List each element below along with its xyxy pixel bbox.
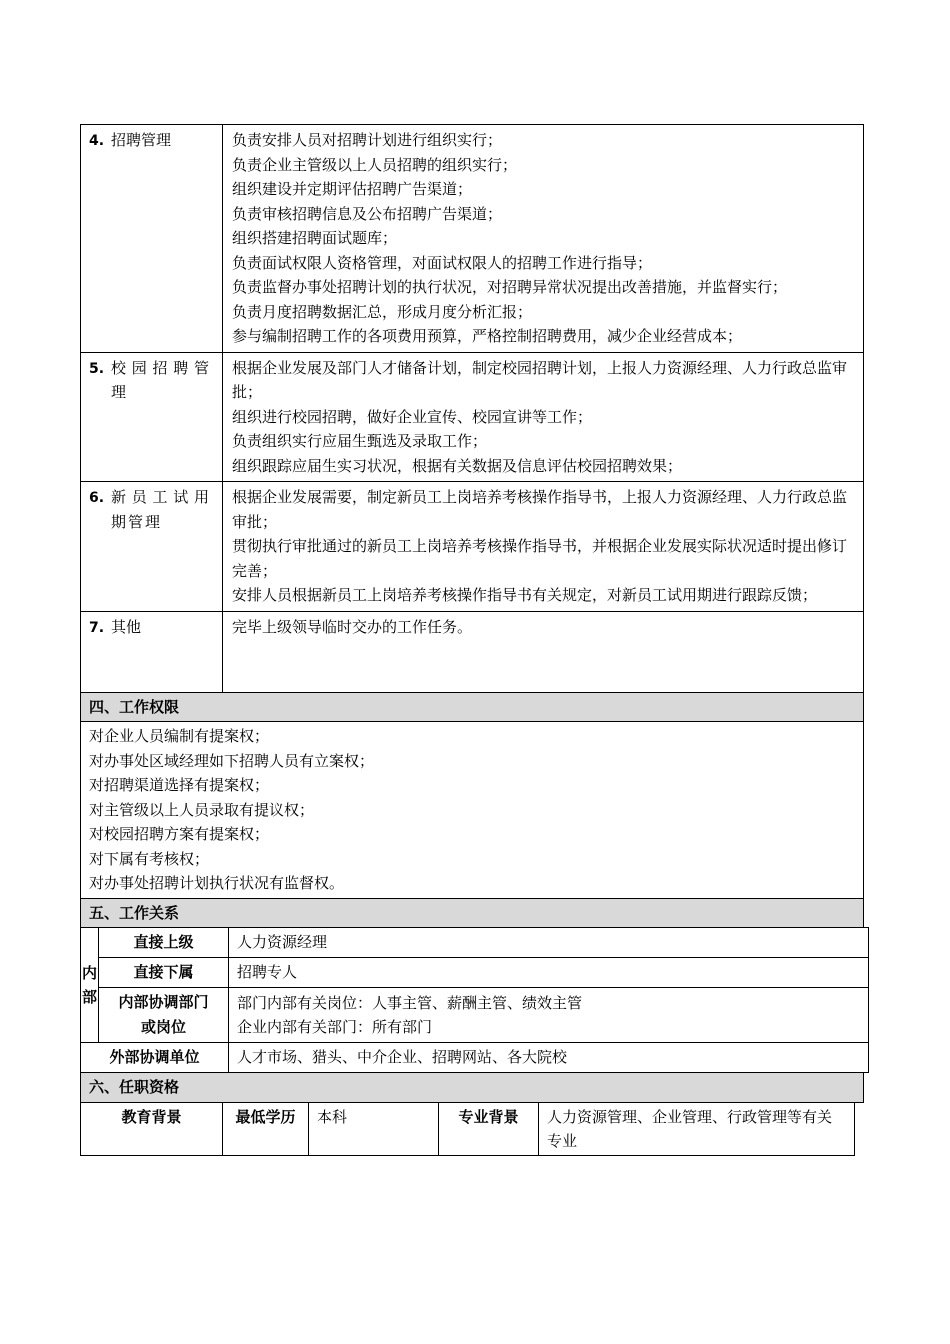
duty-number: 5. [89,360,105,377]
duty-line: 根据企业发展需要，制定新员工上岗培养考核操作指导书，上报人力资源经理、人力行政总监审批； [232,488,848,531]
duties-table [80,124,864,693]
duty-name: 招聘管理 [111,131,172,149]
job-description-document [80,124,864,1156]
education-label: 教育背景 [81,1102,223,1155]
education-table [80,1102,855,1156]
relation-row-external [81,1043,869,1073]
authority-line: 对招聘渠道选择有提案权； [89,776,270,794]
min-education-value: 本科 [309,1102,439,1155]
duty-line: 负责月度招聘数据汇总，形成月度分析汇报； [232,302,533,321]
duty-line: 安排人员根据新员工上岗培养考核操作指导书有关规定，对新员工试用期进行跟踪反馈； [232,586,818,604]
coordination-label-line: 内部协调部门 [118,993,209,1011]
duty-name-cell [81,125,223,353]
section-header [81,898,864,928]
section-title: 五、工作关系 [81,898,864,928]
min-education-label: 最低学历 [223,1102,309,1155]
duty-line: 负责审核招聘信息及公布招聘广告渠道； [232,204,503,223]
coordination-label-line: 或岗位 [140,1018,186,1036]
authority-line: 对主管级以上人员录取有提议权； [89,800,315,819]
external-label: 外部协调单位 [81,1043,229,1073]
external-value: 人才市场、猎头、中介企业、招聘网站、各大院校 [229,1043,869,1073]
authority-content [81,722,864,899]
authority-line: 对企业人员编制有提案权； [89,727,270,745]
duty-row-6 [81,482,864,612]
section-header [81,1073,864,1103]
duty-row-4 [81,125,864,353]
duty-line: 组织建设并定期评估招聘广告渠道； [232,180,473,198]
duty-line: 负责监督办事处招聘计划的执行状况，对招聘异常状况提出改善措施，并监督实行； [232,278,788,296]
superior-value: 人力资源经理 [229,928,869,958]
duty-line: 组织进行校园招聘，做好企业宣传、校园宣讲等工作； [232,407,593,426]
major-label: 专业背景 [439,1102,539,1155]
authority-line: 对校园招聘方案有提案权； [89,825,270,843]
duty-line: 负责企业主管级以上人员招聘的组织实行； [232,155,518,174]
section-title: 六、任职资格 [81,1073,864,1103]
section-header [81,692,864,722]
qualification-table [80,1072,864,1103]
subordinate-value: 招聘专人 [229,958,869,988]
duty-number: 4. [89,133,105,149]
relation-row-superior [81,928,869,958]
duty-name: 新员工试用期管理 [111,488,211,531]
duty-name: 其他 [111,617,142,636]
duty-line: 组织搭建招聘面试题库； [232,229,398,247]
authority-table [80,692,864,929]
authority-line: 对下属有考核权； [89,849,210,868]
duty-line: 贯彻执行审批通过的新员工上岗培养考核操作指导书，并根据企业发展实际状况适时提出修订完善； [232,537,848,580]
duty-line: 组织跟踪应届生实习状况，根据有关数据及信息评估校园招聘效果； [232,456,683,475]
duty-line: 负责组织实行应届生甄选及录取工作； [232,432,488,450]
duty-line: 根据企业发展及部门人才储备计划，制定校园招聘计划，上报人力资源经理、人力行政总监审批； [232,358,848,401]
section-title: 四、工作权限 [81,692,864,722]
coordination-line: 企业内部有关部门：所有部门 [237,1018,433,1036]
duty-name-cell [81,352,223,482]
superior-label: 直接上级 [99,928,229,958]
internal-label [81,928,99,1043]
duty-content [223,352,864,482]
internal-label-char: 内 [81,964,97,982]
authority-line: 对办事处区域经理如下招聘人员有立案权； [89,751,375,770]
relations-table [80,927,869,1073]
duty-row-7 [81,611,864,692]
authority-content-row [81,722,864,899]
duty-name-cell [81,611,223,692]
coordination-label [99,988,229,1043]
subordinate-label: 直接下属 [99,958,229,988]
duty-content [223,611,864,692]
duty-line: 完毕上级领导临时交办的工作任务。 [232,617,473,636]
duty-name: 校园招聘管理 [111,358,211,401]
major-value: 人力资源管理、企业管理、行政管理等有关专业 [539,1102,855,1155]
duty-content [223,482,864,612]
internal-label-char: 部 [81,988,97,1006]
coordination-line: 部门内部有关岗位：人事主管、薪酬主管、绩效主管 [237,994,583,1012]
duty-number: 6. [89,490,105,506]
duty-line: 负责面试权限人资格管理，对面试权限人的招聘工作进行指导； [232,253,653,272]
duty-line: 负责安排人员对招聘计划进行组织实行； [232,131,503,149]
duty-number: 7. [89,619,105,636]
duty-content [223,125,864,353]
authority-line: 对办事处招聘计划执行状况有监督权。 [89,874,345,892]
relation-row-subordinate [81,958,869,988]
duty-row-5 [81,352,864,482]
relation-row-coordination [81,988,869,1043]
duty-name-cell [81,482,223,612]
education-row [81,1102,855,1155]
duty-line: 参与编制招聘工作的各项费用预算，严格控制招聘费用，减少企业经营成本； [232,327,743,345]
coordination-value [229,988,869,1043]
